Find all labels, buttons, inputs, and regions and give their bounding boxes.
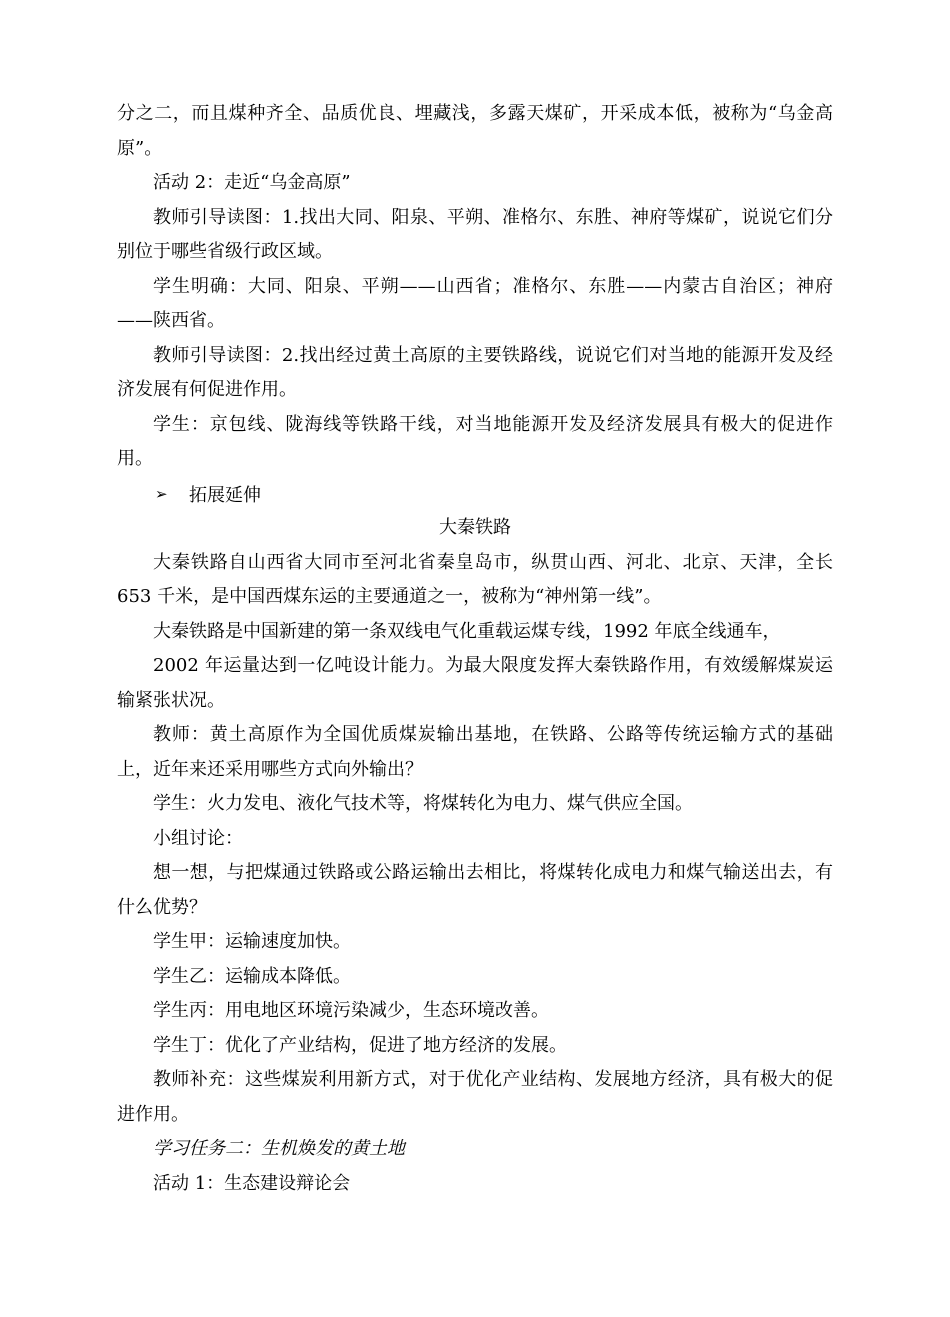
daqin-railway-paragraph-3: 2002 年运量达到一亿吨设计能力。为最大限度发挥大秦铁路作用，有效缓解煤炭运输紧张状况。 (117, 655, 833, 711)
learning-task-2-title: 学习任务二：生机焕发的黄土地 (153, 1138, 405, 1159)
teacher-prompt-railways: 教师引导读图：2.找出经过黄土高原的主要铁路线，说说它们对当地的能源开发及经济发展有何促进作用。 (117, 344, 833, 400)
activity-1-heading: 活动 1：生态建设辩论会 (153, 1172, 351, 1194)
discussion-question: 想一想，与把煤通过铁路或公路运输出去相比，将煤转化成电力和煤气输送出去，有什么优势？ (117, 862, 833, 918)
student-answer-export: 学生：火力发电、液化气技术等，将煤转化为电力、煤气供应全国。 (153, 793, 693, 814)
student-answer-railways: 学生：京包线、陇海线等铁路干线，对当地能源开发及经济发展具有极大的促进作用。 (117, 413, 833, 469)
teacher-question-export: 教师：黄土高原作为全国优质煤炭输出基地，在铁路、公路等传统运输方式的基础上，近年来还采用哪些方式向外输出？ (117, 724, 833, 780)
student-b-answer: 学生乙：运输成本降低。 (153, 965, 351, 987)
extension-heading-label: 拓展延伸 (189, 484, 261, 506)
daqin-railway-paragraph-1: 大秦铁路自山西省大同市至河北省秦皇岛市，纵贯山西、河北、北京、天津，全长 653 千米，是中国西煤东运的主要通道之一，被称为“神州第一线”。 (117, 551, 833, 607)
student-c-answer: 学生丙：用电地区环境污染减少，生态环境改善。 (153, 1000, 549, 1021)
teacher-supplement: 教师补充：这些煤炭利用新方式，对于优化产业结构、发展地方经济，具有极大的促进作用。 (117, 1069, 833, 1125)
student-answer-provinces: 学生明确：大同、阳泉、平朔——山西省；准格尔、东胜——内蒙古自治区；神府——陕西省。 (117, 275, 833, 331)
daqin-railway-title: 大秦铁路 (439, 517, 511, 538)
extension-heading (117, 477, 833, 512)
arrow-bullet-icon: ➢ (155, 484, 168, 503)
teacher-prompt-coal-mines: 教师引导读图：1.找出大同、阳泉、平朔、准格尔、东胜、神府等煤矿，说说它们分别位于哪些省级行政区域。 (117, 206, 833, 262)
paragraph-coal-plateau: 分之二，而且煤种齐全、品质优良、埋藏浅，多露天煤矿，开采成本低，被称为“乌金高原”。 (117, 103, 833, 159)
group-discussion-label: 小组讨论： (153, 827, 243, 849)
activity-2-heading: 活动 2：走近“乌金高原” (153, 172, 351, 193)
document-page (117, 97, 833, 1201)
student-a-answer: 学生甲：运输速度加快。 (153, 931, 351, 952)
daqin-railway-paragraph-2: 大秦铁路是中国新建的第一条双线电气化重载运煤专线，1992 年底全线通车， (153, 620, 781, 642)
student-d-answer: 学生丁：优化了产业结构，促进了地方经济的发展。 (153, 1034, 567, 1056)
